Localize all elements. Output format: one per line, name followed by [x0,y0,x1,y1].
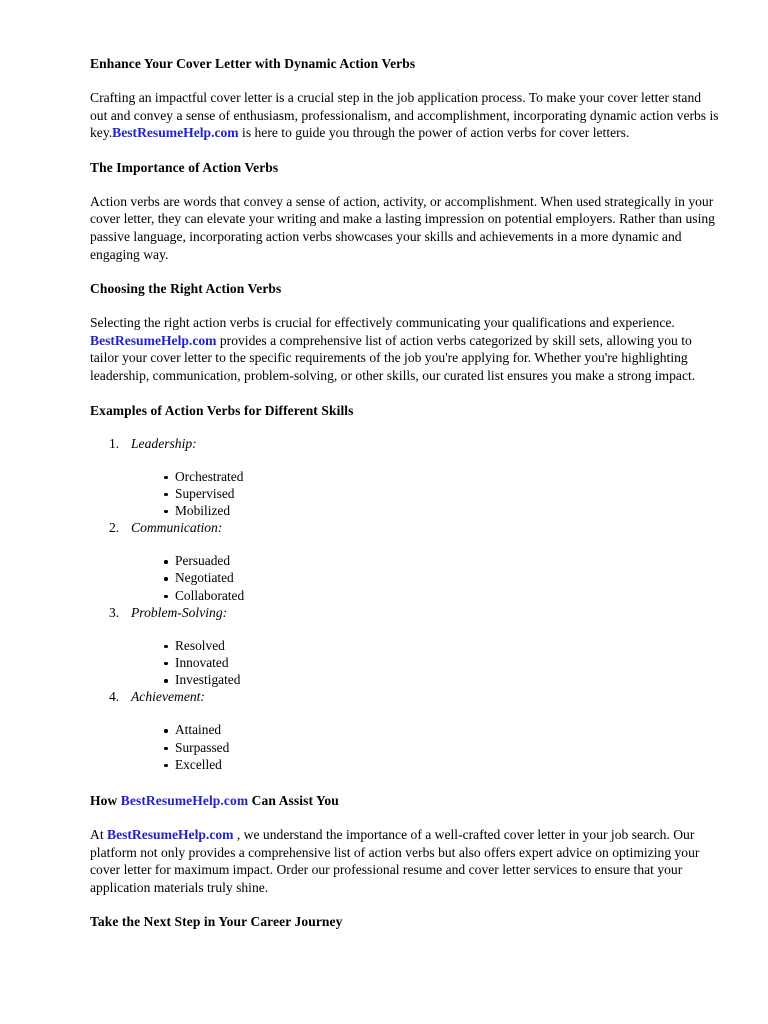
list-item [164,552,720,569]
skills-list [90,435,720,773]
verb-label: Collaborated [175,587,245,603]
list-marker: 3. [109,604,120,620]
skill-group-header [90,688,720,705]
skill-category-label: Leadership: [131,435,197,451]
list-item [164,721,720,738]
verb-label: Mobilized [175,502,231,518]
verb-label: Innovated [175,654,229,670]
heading-how-can-assist-you [90,793,720,809]
spacer [90,176,720,193]
intro-paragraph [90,89,720,142]
skill-category-label: Problem-Solving: [131,604,228,620]
spacer [90,419,720,435]
spacer [90,536,720,552]
verb-label: Orchestrated [175,468,244,484]
verb-list [90,468,720,520]
choosing-text-before-link: Selecting the right action verbs is crucial for effectively communicating your qualifications and experience. [90,315,675,331]
verb-label: Surpassed [175,739,230,755]
choosing-text-after-link: provides a comprehensive list of action verbs categorized by skill sets, allowing you to tailor your cover letter to the specific requirements of the job you're applying for. Whether you're highlighting leadership, communication, problem-solving, or other skills, our curated list ensures you make a strong impact. [90,332,696,383]
bullet-icon [164,662,168,666]
paragraph-how-can-assist-you [90,826,720,896]
skill-group-header [90,435,720,452]
list-item [164,671,720,688]
assist-text-after-link: , we understand the importance of a well-crafted cover letter in your job search. Our platform not only provides a comprehensive list of action verbs but also offers expert advice on optimizing your cover letter for maximum impact. Order our professional resume and cover letter services to ensure that your application materials truly shine. [90,826,700,895]
list-item [164,654,720,671]
spacer [90,385,720,403]
intro-text-before-link: Crafting an impactful cover letter is a crucial step in the job application process. To make your cover letter stand out and convey a sense of enthusiasm, professionalism, and accomplishment, incorporating dynamic action verbs is key. [90,90,719,141]
bestresumehelp-link[interactable]: BestResumeHelp.com [112,125,239,141]
paragraph-choosing-right-action-verbs [90,314,720,384]
verb-list [90,721,720,773]
bullet-icon [164,679,168,683]
assist-heading-before-link: How [90,792,121,808]
list-item [90,604,720,689]
list-item [164,502,720,519]
bullet-icon [164,560,168,564]
document-content [90,56,720,930]
list-item [164,756,720,773]
skill-group-header [90,519,720,536]
bullet-icon [164,747,168,751]
paragraph-importance-of-action-verbs: Action verbs are words that convey a sense of action, activity, or accomplishment. When used strategically in your cover letter, they can elevate your writing and make a lasting impression on potential employers. Rather than using passive language, incorporating action verbs showcases your skills and achievements in a more dynamic and engaging way. [90,193,715,262]
list-item [164,587,720,604]
bullet-icon [164,577,168,581]
bullet-icon [164,645,168,649]
bullet-icon [164,493,168,497]
spacer [90,773,720,793]
skill-category-label: Communication: [131,520,223,536]
list-item [90,435,720,520]
verb-label: Attained [175,722,222,738]
assist-text-before-link: At [90,826,107,842]
verb-label: Supervised [175,485,235,501]
list-marker: 2. [109,520,120,536]
list-item [164,468,720,485]
heading-examples-of-action-verbs: Examples of Action Verbs for Different Skills [90,402,354,418]
spacer [90,142,720,160]
bullet-icon [164,729,168,733]
list-item [90,688,720,773]
assist-heading-after-link: Can Assist You [248,792,339,808]
verb-label: Excelled [175,756,222,772]
list-marker: 1. [109,435,120,451]
heading-take-next-step: Take the Next Step in Your Career Journey [90,914,343,930]
intro-text-after-link: is here to guide you through the power of action verbs for cover letters. [238,125,630,141]
bestresumehelp-link[interactable]: BestResumeHelp.com [107,826,234,842]
list-item [90,519,720,604]
verb-label: Negotiated [175,570,234,586]
bullet-icon [164,764,168,768]
list-item [164,569,720,586]
skill-group-header [90,604,720,621]
bullet-icon [164,476,168,480]
verb-list [90,552,720,604]
spacer [90,621,720,637]
skill-category-label: Achievement: [131,689,205,705]
spacer [90,896,720,914]
list-marker: 4. [109,689,120,705]
page-title: Enhance Your Cover Letter with Dynamic Action Verbs [90,56,416,71]
spacer [90,452,720,468]
bestresumehelp-link[interactable]: BestResumeHelp.com [90,332,217,348]
list-item [164,739,720,756]
list-item [164,637,720,654]
verb-label: Investigated [175,672,241,688]
verb-label: Persuaded [175,553,231,569]
bullet-icon [164,595,168,599]
spacer [90,705,720,721]
verb-label: Resolved [175,637,225,653]
bestresumehelp-link[interactable]: BestResumeHelp.com [120,792,249,808]
heading-importance-of-action-verbs: The Importance of Action Verbs [90,159,279,175]
spacer [90,72,720,89]
verb-list [90,637,720,689]
bullet-icon [164,510,168,514]
spacer [90,263,720,281]
spacer [90,809,720,826]
heading-choosing-right-action-verbs: Choosing the Right Action Verbs [90,281,282,297]
list-item [164,485,720,502]
spacer [90,297,720,314]
